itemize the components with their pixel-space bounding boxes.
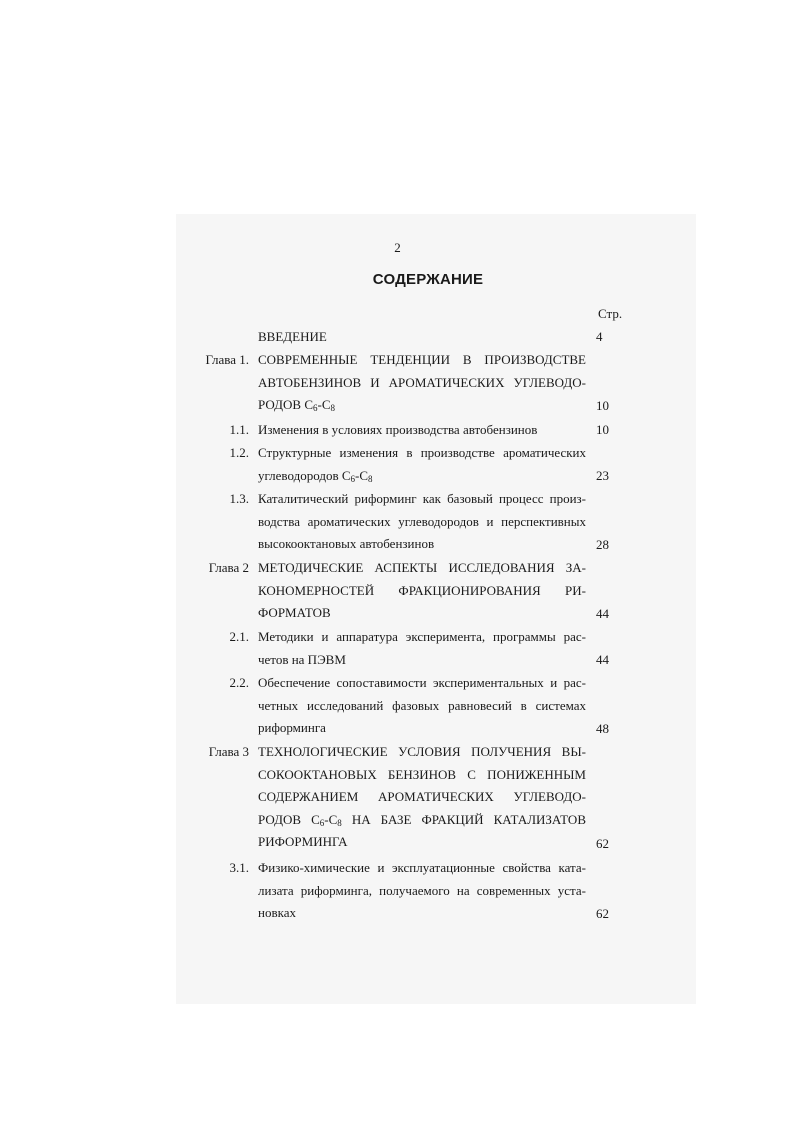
toc-entry-number: Глава 2 (208, 560, 249, 575)
toc-entry-line: лизата риформинга, получаемого на современных уста- (258, 882, 586, 898)
toc-entry-page: 48 (596, 721, 609, 737)
toc-entry-line: РОДОВ $C_6-C_8$ НА БАЗЕ ФРАКЦИЙ КАТАЛИЗАТОВ (258, 811, 586, 828)
toc-entry-line: новках (258, 905, 296, 920)
toc-entry-page: 23 (596, 468, 609, 484)
toc-entry-number: 1.2. (229, 445, 249, 460)
toc-entry-number: 3.1. (229, 860, 249, 875)
toc-entry-number: 2.1. (229, 629, 249, 644)
toc-entry-title (258, 349, 586, 417)
toc-entry-number: Глава 1. (205, 352, 249, 367)
toc-entry-line: ВВЕДЕНИЕ (258, 329, 327, 344)
toc-entry-line: Обеспечение сопоставимости экспериментальных и рас- (258, 675, 586, 690)
toc-entry-line: Изменения в условиях производства автобензинов (258, 422, 538, 437)
toc-entry-line: Физико-химические и эксплуатационные свойства ката- (258, 860, 586, 875)
toc-entry-page: 44 (596, 606, 609, 622)
toc-entry-page: 4 (596, 329, 603, 344)
toc-entry-line: РОДОВ $C_6-C_8$ (258, 397, 335, 413)
toc-entry-line: МЕТОДИЧЕСКИЕ АСПЕКТЫ ИССЛЕДОВАНИЯ ЗА- (258, 560, 586, 575)
toc-entry-title (258, 442, 586, 487)
toc-entry-line: водства ароматических углеводородов и перспективных (258, 513, 586, 529)
toc-entry-number: Глава 3 (208, 744, 249, 759)
page-number: 2 (394, 240, 401, 255)
toc-entry-line: СОДЕРЖАНИЕМ АРОМАТИЧЕСКИХ УГЛЕВОДО- (258, 789, 586, 804)
toc-entry-title (258, 857, 586, 925)
toc-entry-line: четных исследований фазовых равновесий в системах (258, 697, 586, 713)
toc-entry-line: КОНОМЕРНОСТЕЙ ФРАКЦИОНИРОВАНИЯ РИ- (258, 582, 586, 598)
toc-entry-title (258, 488, 586, 556)
toc-entry-title (258, 672, 586, 740)
toc-entry-line: Каталитический риформинг как базовый процесс произ- (258, 491, 586, 506)
toc-entry-line: СОКООКТАНОВЫХ БЕНЗИНОВ С ПОНИЖЕННЫМ (258, 766, 586, 782)
toc-entry-page: 10 (596, 398, 609, 414)
toc-entry-title (258, 626, 586, 671)
toc-entry-line: АВТОБЕНЗИНОВ И АРОМАТИЧЕСКИХ УГЛЕВОДО- (258, 374, 586, 390)
toc-entry-title (258, 419, 586, 442)
toc-entry-page: 28 (596, 537, 609, 553)
toc-entry-line: четов на ПЭВМ (258, 651, 346, 667)
toc-entry-line: риформинга (258, 720, 326, 735)
toc-entry-line: Структурные изменения в производстве ароматических (258, 445, 586, 460)
toc-entry-page: 44 (596, 652, 609, 668)
toc-entry-number: 1.3. (229, 491, 249, 506)
toc-entry-page: 10 (596, 422, 609, 437)
page-column-label: Стр. (598, 306, 623, 321)
toc-entry-page: 62 (596, 906, 609, 922)
toc-entry-line: высокооктановых автобензинов (258, 536, 435, 551)
toc-entry-line: СОВРЕМЕННЫЕ ТЕНДЕНЦИИ В ПРОИЗВОДСТВЕ (258, 352, 586, 367)
toc-entry-page: 62 (596, 836, 609, 852)
toc-entry-line: Методики и аппаратура эксперимента, программы рас- (258, 629, 586, 644)
toc-entry-title (258, 326, 586, 349)
toc-entry-title (258, 557, 586, 625)
toc-entry-line: РИФОРМИНГА (258, 834, 348, 849)
toc-entry-line: ФОРМАТОВ (258, 605, 331, 620)
toc-entry-title (258, 741, 586, 854)
toc-entry-number: 1.1. (229, 422, 249, 437)
toc-entry-line: углеводородов $C_6-C_8$ (258, 467, 373, 484)
toc-entry-line: ТЕХНОЛОГИЧЕСКИЕ УСЛОВИЯ ПОЛУЧЕНИЯ ВЫ- (258, 744, 586, 759)
toc-entry-number: 2.2. (229, 675, 249, 690)
page-title: СОДЕРЖАНИЕ (372, 271, 484, 288)
